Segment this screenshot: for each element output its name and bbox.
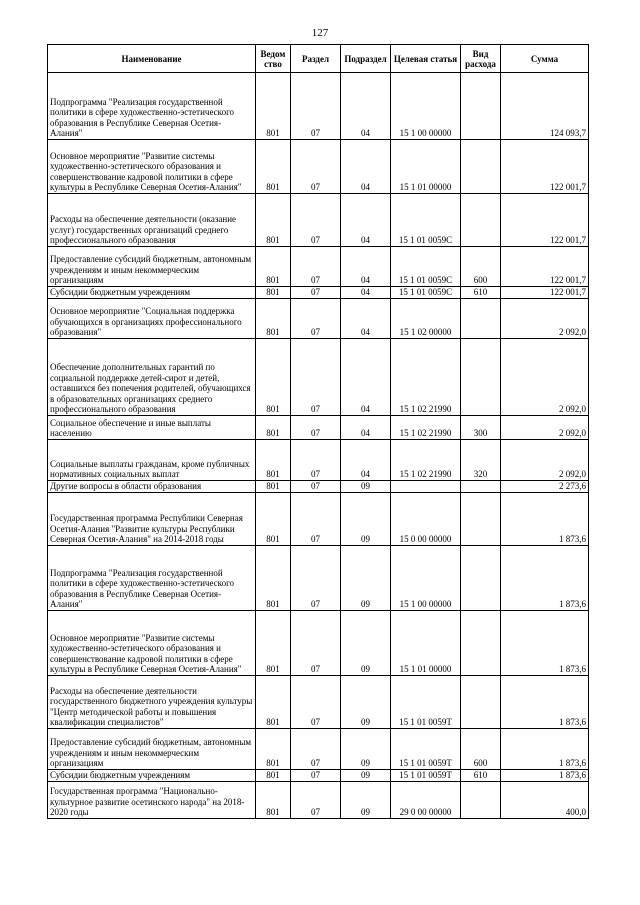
row-vid bbox=[461, 194, 501, 247]
row-vedomstvo: 801 bbox=[256, 611, 291, 676]
row-statya: 15 1 01 00000 bbox=[391, 140, 461, 194]
row-podrazdel: 09 bbox=[341, 493, 391, 546]
table-row bbox=[48, 782, 589, 819]
row-vedomstvo: 801 bbox=[256, 440, 291, 481]
row-vedomstvo: 801 bbox=[256, 676, 291, 729]
row-name: Основное мероприятие "Социальная поддержка обучающихся в организациях профессионального образования" bbox=[48, 299, 256, 339]
row-statya bbox=[391, 481, 461, 493]
table-row bbox=[48, 339, 589, 416]
row-razdel: 07 bbox=[291, 140, 341, 194]
row-statya: 15 1 02 00000 bbox=[391, 299, 461, 339]
row-statya: 15 1 00 00000 bbox=[391, 546, 461, 611]
row-podrazdel: 04 bbox=[341, 299, 391, 339]
row-podrazdel: 09 bbox=[341, 729, 391, 770]
row-name: Подпрограмма "Реализация государственной политики в сфере художественно-эстетического образования в Республике Северная Осетия-Алания" bbox=[48, 73, 256, 140]
row-vedomstvo: 801 bbox=[256, 416, 291, 440]
row-name: Субсидии бюджетным учреждениям bbox=[48, 770, 256, 782]
row-razdel: 07 bbox=[291, 73, 341, 140]
row-podrazdel: 04 bbox=[341, 339, 391, 416]
row-vedomstvo: 801 bbox=[256, 299, 291, 339]
row-statya: 15 1 01 0059Т bbox=[391, 729, 461, 770]
row-statya: 29 0 00 00000 bbox=[391, 782, 461, 819]
row-vid bbox=[461, 339, 501, 416]
row-razdel: 07 bbox=[291, 194, 341, 247]
row-statya: 15 1 01 0059Т bbox=[391, 770, 461, 782]
row-summa: 1 873,6 bbox=[501, 770, 589, 782]
row-vid bbox=[461, 140, 501, 194]
row-podrazdel: 09 bbox=[341, 611, 391, 676]
budget-table bbox=[47, 44, 589, 819]
row-summa: 122 001,7 bbox=[501, 194, 589, 247]
row-razdel: 07 bbox=[291, 440, 341, 481]
row-summa: 2 092,0 bbox=[501, 339, 589, 416]
row-name: Субсидии бюджетным учреждениям bbox=[48, 287, 256, 299]
row-statya: 15 1 02 21990 bbox=[391, 416, 461, 440]
row-razdel: 07 bbox=[291, 299, 341, 339]
row-razdel: 07 bbox=[291, 247, 341, 287]
row-name: Основное мероприятие "Развитие системы художественно-эстетического образования и совершенствование кадровой политики в сфере культуры в Республике Северная Осетия-Алания" bbox=[48, 611, 256, 676]
row-summa: 2 092,0 bbox=[501, 416, 589, 440]
row-name: Государственная программа "Национально-культурное развитие осетинского народа" на 2018-2020 годы bbox=[48, 782, 256, 819]
table-row bbox=[48, 611, 589, 676]
row-summa: 400,0 bbox=[501, 782, 589, 819]
row-vedomstvo: 801 bbox=[256, 546, 291, 611]
row-statya: 15 1 02 21990 bbox=[391, 440, 461, 481]
row-vid: 600 bbox=[461, 247, 501, 287]
row-vedomstvo: 801 bbox=[256, 247, 291, 287]
row-vid bbox=[461, 481, 501, 493]
page-number: 127 bbox=[311, 27, 329, 39]
row-vid: 600 bbox=[461, 729, 501, 770]
row-name: Основное мероприятие "Развитие системы художественно-эстетического образования и совершенствование кадровой политики в сфере культуры в Республике Северная Осетия-Алания" bbox=[48, 140, 256, 194]
row-razdel: 07 bbox=[291, 676, 341, 729]
row-summa: 2 092,0 bbox=[501, 299, 589, 339]
row-summa: 122 001,7 bbox=[501, 287, 589, 299]
row-statya: 15 1 01 00000 bbox=[391, 611, 461, 676]
row-vid bbox=[461, 73, 501, 140]
row-vid bbox=[461, 546, 501, 611]
row-vid bbox=[461, 299, 501, 339]
table-row bbox=[48, 416, 589, 440]
table-row bbox=[48, 729, 589, 770]
row-statya: 15 1 01 0059С bbox=[391, 287, 461, 299]
row-statya: 15 0 00 00000 bbox=[391, 493, 461, 546]
row-vedomstvo: 801 bbox=[256, 493, 291, 546]
row-vedomstvo: 801 bbox=[256, 770, 291, 782]
row-summa: 1 873,6 bbox=[501, 546, 589, 611]
row-razdel: 07 bbox=[291, 481, 341, 493]
row-name: Расходы на обеспечение деятельности (оказание услуг) государственных организаций среднего профессионального образования bbox=[48, 194, 256, 247]
row-summa: 122 001,7 bbox=[501, 247, 589, 287]
row-vid bbox=[461, 493, 501, 546]
row-name: Социальное обеспечение и иные выплаты населению bbox=[48, 416, 256, 440]
table-row bbox=[48, 770, 589, 782]
row-vedomstvo: 801 bbox=[256, 729, 291, 770]
row-summa: 2 092,0 bbox=[501, 440, 589, 481]
row-summa: 1 873,6 bbox=[501, 611, 589, 676]
row-podrazdel: 04 bbox=[341, 140, 391, 194]
table-row bbox=[48, 287, 589, 299]
col-header-razdel: Раздел bbox=[291, 45, 341, 73]
row-summa: 124 093,7 bbox=[501, 73, 589, 140]
col-header-podrazdel: Подраздел bbox=[341, 45, 391, 73]
row-vedomstvo: 801 bbox=[256, 73, 291, 140]
row-podrazdel: 04 bbox=[341, 247, 391, 287]
row-razdel: 07 bbox=[291, 493, 341, 546]
row-summa: 122 001,7 bbox=[501, 140, 589, 194]
row-statya: 15 1 01 0059С bbox=[391, 194, 461, 247]
row-podrazdel: 04 bbox=[341, 416, 391, 440]
col-header-statya: Целевая статья bbox=[391, 45, 461, 73]
row-vid bbox=[461, 611, 501, 676]
row-statya: 15 1 00 00000 bbox=[391, 73, 461, 140]
row-razdel: 07 bbox=[291, 546, 341, 611]
row-summa: 1 873,6 bbox=[501, 493, 589, 546]
row-podrazdel: 09 bbox=[341, 770, 391, 782]
row-razdel: 07 bbox=[291, 729, 341, 770]
row-statya: 15 1 01 0059С bbox=[391, 247, 461, 287]
row-name: Другие вопросы в области образования bbox=[48, 481, 256, 493]
row-summa: 1 873,6 bbox=[501, 676, 589, 729]
row-vid: 610 bbox=[461, 770, 501, 782]
table-row bbox=[48, 493, 589, 546]
row-podrazdel: 09 bbox=[341, 546, 391, 611]
row-vid: 320 bbox=[461, 440, 501, 481]
table-row bbox=[48, 194, 589, 247]
row-podrazdel: 04 bbox=[341, 440, 391, 481]
row-podrazdel: 04 bbox=[341, 287, 391, 299]
row-podrazdel: 09 bbox=[341, 676, 391, 729]
col-header-summa: Сумма bbox=[501, 45, 589, 73]
row-podrazdel: 09 bbox=[341, 782, 391, 819]
row-vid bbox=[461, 676, 501, 729]
row-razdel: 07 bbox=[291, 611, 341, 676]
row-vedomstvo: 801 bbox=[256, 782, 291, 819]
row-name: Государственная программа Республики Северная Осетия-Алания "Развитие культуры Республики Северная Осетия-Алания" на 2014-2018 годы bbox=[48, 493, 256, 546]
row-name: Обеспечение дополнительных гарантий по социальной поддержке детей-сирот и детей, оставшихся без попечения родителей, обучающихся в образовательных организациях среднего профессионального образования bbox=[48, 339, 256, 416]
row-summa: 2 273,6 bbox=[501, 481, 589, 493]
col-header-vid: Вид расхода bbox=[461, 45, 501, 73]
row-name: Социальные выплаты гражданам, кроме публичных нормативных социальных выплат bbox=[48, 440, 256, 481]
row-statya: 15 1 01 0059Т bbox=[391, 676, 461, 729]
table-row bbox=[48, 247, 589, 287]
table-row bbox=[48, 676, 589, 729]
row-razdel: 07 bbox=[291, 782, 341, 819]
row-razdel: 07 bbox=[291, 416, 341, 440]
row-vid: 300 bbox=[461, 416, 501, 440]
col-header-name: Наименование bbox=[48, 45, 256, 73]
row-podrazdel: 09 bbox=[341, 481, 391, 493]
col-header-vedomstvo: Ведом ство bbox=[256, 45, 291, 73]
row-vedomstvo: 801 bbox=[256, 339, 291, 416]
table-row bbox=[48, 440, 589, 481]
row-name: Предоставление субсидий бюджетным, автономным учреждениям и иным некоммерческим организациям bbox=[48, 729, 256, 770]
row-razdel: 07 bbox=[291, 770, 341, 782]
row-vedomstvo: 801 bbox=[256, 287, 291, 299]
table-row bbox=[48, 73, 589, 140]
table-row bbox=[48, 546, 589, 611]
row-vedomstvo: 801 bbox=[256, 140, 291, 194]
table-row bbox=[48, 481, 589, 493]
row-vid: 610 bbox=[461, 287, 501, 299]
row-razdel: 07 bbox=[291, 339, 341, 416]
header-row bbox=[48, 45, 589, 73]
row-statya: 15 1 02 21990 bbox=[391, 339, 461, 416]
row-razdel: 07 bbox=[291, 287, 341, 299]
row-podrazdel: 04 bbox=[341, 73, 391, 140]
row-name: Расходы на обеспечение деятельности государственного бюджетного учреждения культуры "Центр методической работы и повышения квалификации специалистов" bbox=[48, 676, 256, 729]
row-vedomstvo: 801 bbox=[256, 194, 291, 247]
table-row bbox=[48, 140, 589, 194]
row-name: Подпрограмма "Реализация государственной политики в сфере художественно-эстетического образования в Республике Северная Осетия-Алания" bbox=[48, 546, 256, 611]
row-podrazdel: 04 bbox=[341, 194, 391, 247]
row-summa: 1 873,6 bbox=[501, 729, 589, 770]
row-name: Предоставление субсидий бюджетным, автономным учреждениям и иным некоммерческим организациям bbox=[48, 247, 256, 287]
row-vedomstvo: 801 bbox=[256, 481, 291, 493]
table-row bbox=[48, 299, 589, 339]
row-vid bbox=[461, 782, 501, 819]
